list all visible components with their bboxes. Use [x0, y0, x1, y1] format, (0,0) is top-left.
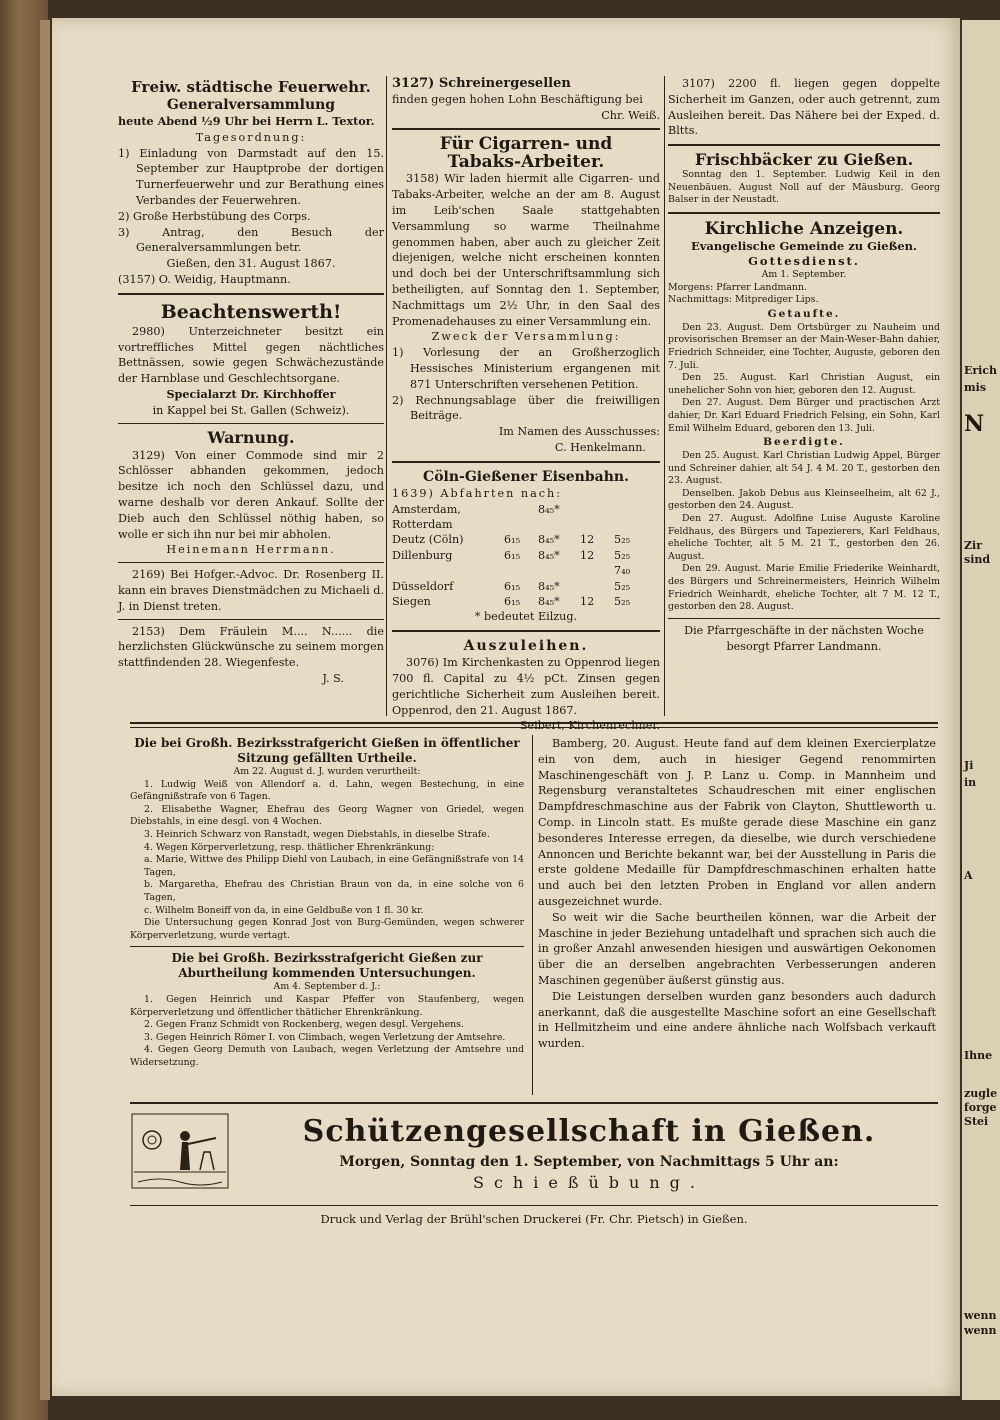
timetable-cell: 5₂₅ 7₄₀	[614, 548, 631, 578]
feuerwehr-signature: (3157) O. Weidig, Hauptmann.	[118, 272, 291, 286]
schuetzen-title: Schützengesellschaft in Gießen.	[302, 1114, 876, 1149]
column-left	[118, 78, 384, 687]
cigarren-zweck: Zweck der Versammlung:	[431, 330, 621, 344]
kirche-sub: Gottesdienst.	[748, 253, 860, 268]
rule	[118, 562, 384, 563]
warnung-text: 3129) Von einer Commode sind mir 2 Schlösser abhanden gekommen, jedoch besitze ich noch den Schlüssel dazu, und warne deshalb vor deren Ankauf. Sollte der Dieb auch den Schlüssel nöthig haben, so wolle er sich ihn nur bei mir abholen.	[118, 448, 384, 541]
cigarren-sig: C. Henkelmann.	[554, 440, 646, 454]
edge-fragment: Erich	[964, 364, 998, 377]
timetable-cell	[580, 502, 614, 533]
rule	[392, 461, 660, 463]
schuetzen-line: Morgen, Sonntag den 1. September, von Nachmittags 5 Uhr an:	[339, 1154, 839, 1170]
rule	[392, 128, 660, 130]
timetable-cell	[614, 502, 648, 533]
edge-fragment: Zir	[964, 539, 983, 552]
timetable-cell: Deutz (Cöln)	[392, 533, 464, 547]
agenda-item: 1) Einladung von Darmstadt auf den 15. September zur Hauptprobe der dortigen Turnerfeuerwehr und zur Berathung eines Verbandes der Feuerwehren.	[118, 146, 384, 207]
kirche-morgens: Morgens: Pfarrer Landmann.	[668, 281, 807, 293]
edge-fragment: Stei	[964, 1115, 989, 1128]
getaufte-item: Den 23. August. Dem Ortsbürger zu Nauheim und provisorischen Bremser an der Main-Weser-Bahn dahier, Friedrich Schneider, eine Tochter, Auguste, geboren den 7. Juli.	[668, 321, 940, 371]
timetable-cell: Dillenburg	[392, 548, 453, 562]
edge-fragment: Ji	[964, 759, 974, 772]
beerdigte-item: Denselben. Jakob Debus aus Kleinseelheim, alt 62 J., gestorben den 24. August.	[668, 487, 940, 512]
imprint-footer: Druck und Verlag der Brühl'schen Druckerei (Fr. Chr. Pietsch) in Gießen.	[320, 1212, 748, 1226]
court-item: Die Untersuchung gegen Konrad Jost von Burg-Gemünden, wegen schwerer Körperverletzung, wurde vertagt.	[130, 917, 524, 941]
timetable-cell: Düsseldorf	[392, 579, 454, 593]
getaufte-item: Den 25. August. Karl Christian August, ein unehelicher Sohn von hier, geboren den 12. August.	[668, 372, 940, 396]
court-item: 2. Elisabethe Wagner, Ehefrau des Georg Wagner von Griedel, wegen Diebstahls, in eine desgl. von 4 Wochen.	[130, 803, 524, 828]
timetable-cell: 5₂₅	[614, 594, 631, 608]
eisenbahn-sub: 1639) Abfahrten nach:	[392, 486, 562, 500]
rule	[118, 423, 384, 424]
schuetzen-sub: Schießübung.	[473, 1173, 705, 1192]
fraeulein-sig: J. S.	[322, 671, 344, 685]
court-item-2: 1. Gegen Heinrich und Kaspar Pfeffer von Staufenberg, wegen Körperverletzung und öffentlicher thätlicher Ehrenkränkung.	[130, 993, 524, 1018]
rule	[668, 618, 940, 619]
kirche-sub: Evangelische Gemeinde zu Gießen.	[690, 238, 918, 253]
bamberg-paragraph: Bamberg, 20. August. Heute fand auf dem kleinen Exercierplatze ein von dem, auch in hiesiger Gegend renommirten Maschinengeschäft von J. P. Lanz u. Comp. in Mannheim und Regensburg veranstaltetes Schaudreschen mit einer englischen Dampfdreschmaschine aus der Fabrik von Clayton, Shuttleworth u. Comp. in Lincoln statt. Es mußte gerade diese Maschine ein ganz besonderes Interesse erregen, da dieselbe, wie durch verschiedene Annoncen und Berichte bekannt war, bei der Ausstellung in Paris die erste goldene Medaille für Dampfdreschmaschinen erhalten hatte und auch bei den letzten Proben in England vor allen andern ausgezeichnet wurde.	[538, 737, 936, 908]
beachtenswerth-sig: in Kappel bei St. Gallen (Schweiz).	[152, 403, 350, 417]
fraeulein-notice: 2153) Dem Fräulein M.... N...... die herzlichsten Glückwünsche zu seinem morgen stattfindenden 28. Wiegenfeste.	[118, 624, 384, 670]
court-item: 3. Heinrich Schwarz von Ranstadt, wegen Diebstahls, in dieselbe Strafe.	[144, 828, 490, 840]
frisch-title: Frischbäcker zu Gießen.	[694, 150, 914, 170]
section-rule	[130, 1102, 938, 1104]
cigarren-item: 1) Vorlesung der an Großherzoglich Hessisches Ministerium ergangenen mit 871 Unterschriften versehenen Petition.	[392, 346, 660, 391]
rule	[392, 630, 660, 632]
court-item: 1. Ludwig Weiß von Allendorf a. d. Lahn, wegen Bestechung, in eine Gefängnißstrafe von 6 Tagen.	[130, 778, 524, 803]
auszuleihen-sig: Seibert, Kirchenrechner.	[519, 719, 660, 733]
court-item: 4. Wegen Körperverletzung, resp. thätlicher Ehrenkränkung:	[144, 841, 435, 853]
eisenbahn-title: Cöln-Gießener Eisenbahn.	[423, 468, 629, 485]
kirche-date: Am 1. September.	[761, 268, 847, 280]
rule	[668, 144, 940, 146]
edge-fragment: A	[964, 869, 973, 882]
eisenbahn-note: * bedeutet Eilzug.	[474, 610, 578, 624]
timetable-cell: Amsterdam, Rotterdam	[392, 502, 461, 531]
column-middle	[392, 76, 660, 734]
kirche-note: Die Pfarrgeschäfte in der nächsten Woche besorgt Pfarrer Landmann.	[684, 623, 924, 653]
edge-fragment: forge	[964, 1101, 997, 1114]
rule	[118, 619, 384, 620]
schreiner-sig: Chr. Weiß.	[601, 108, 660, 122]
auszuleihen-title: Auszuleihen.	[463, 638, 589, 655]
timetable-cell: 8₄₅*	[538, 548, 560, 562]
timetable-cell: 12	[580, 548, 595, 562]
geld-notice: 3107) 2200 fl. liegen gegen doppelte Sicherheit im Ganzen, oder auch getrennt, zum Ausleihen bereit. Das Nähere bei der Exped. d. Bltts.	[668, 77, 940, 138]
timetable-cell	[580, 579, 614, 594]
getaufte-heading: Getaufte.	[767, 307, 841, 320]
cigarren-title: Tabaks-Arbeiter.	[447, 152, 605, 173]
timetable-cell: 8₄₅*	[538, 502, 560, 516]
next-page-edge	[962, 20, 1000, 1400]
section-rule	[130, 1205, 938, 1206]
timetable-cell: 6₁₅	[504, 548, 521, 562]
feuerwehr-title: Freiw. städtische Feuerwehr.	[131, 78, 371, 96]
agenda-item: 2) Große Herbstübung des Corps.	[118, 209, 311, 223]
timetable-cell	[504, 502, 538, 533]
timetable-cell: 6₁₅	[504, 579, 521, 593]
bamberg-paragraph: Die Leistungen derselben wurden ganz besonders auch dadurch anerkannt, daß die ausgestellte Maschine sofort an eine Gesellschaft in Hellmitzheim und eine andere ähnliche nach Wolfsbach verkauft wurden.	[538, 989, 936, 1051]
timetable-cell: 12	[580, 594, 595, 608]
court-item: a. Marie, Wittwe des Philipp Diehl von Laubach, in eine Gefängnißstrafe von 14 Tagen,	[144, 854, 524, 878]
kirche-title: Kirchliche Anzeigen.	[704, 218, 904, 239]
edge-fragment: mis	[964, 381, 987, 394]
auszuleihen-text: 3076) Im Kirchenkasten zu Oppenrod liegen 700 fl. Capital zu 4½ pCt. Zinsen gegen gerichtliche Sicherheit zum Ausleihen bereit. Oppenrod, den 21. August 1867.	[392, 656, 660, 717]
court-date: Am 22. August d. J. wurden verurtheilt:	[233, 766, 421, 777]
timetable	[392, 502, 660, 610]
beerdigte-item: Den 29. August. Marie Emilie Friederike Weinhardt, des Bürgers und Schreinermeisters, Heinrich Wilhelm Friedrich Weinhardt, eheliche Tochter, alt 7 M. 12 T., gestorben den 28. August.	[668, 563, 940, 613]
rule	[668, 212, 940, 214]
cigarren-title: Für Cigarren- und	[439, 134, 613, 155]
edge-fragment: in	[964, 776, 977, 789]
court-item: b. Margaretha, Ehefrau des Christian Braun von da, in eine solche von 6 Tagen,	[144, 879, 524, 903]
court-item: c. Wilhelm Boneiff von da, in eine Geldbuße von 1 fl. 30 kr.	[144, 904, 424, 916]
beerdigte-item: Den 25. August. Karl Christian Ludwig Appel, Bürger und Schreiner dahier, alt 54 J. 4 M. 20 T., gestorben den 23. August.	[668, 450, 940, 487]
rosenberg-notice: 2169) Bei Hofger.-Advoc. Dr. Rosenberg II. kann ein braves Dienstmädchen zu Michaeli d. J. in Dienst treten.	[118, 568, 384, 613]
timetable-cell: 5₂₅	[614, 533, 631, 547]
timetable-cell: Siegen	[392, 594, 431, 608]
cigarren-text: 3158) Wir laden hiermit alle Cigarren- und Tabaks-Arbeiter, welche an der am 8. August im Leib'schen Saale stattgehabten Versammlung so warme Theilnahme genommen haben, aber auch zu gleicher Zeit diejenigen, welche nicht erscheinen konnten und doch bei der Unterschriftsammlung sich betheiligten, auf Sonntag den 1. September, Nachmittags um 2½ Uhr, in den Saal des Promenadehauses zu einer Versammlung ein.	[392, 172, 660, 328]
kirche-nachm: Nachmittags: Mitprediger Lips.	[668, 294, 819, 306]
beachtenswerth-text: 2980) Unterzeichneter besitzt ein vortreffliches Mittel gegen nächtliches Bettnässen, sowie gegen Schwächezustände der Harnblase und Geschlechtsorgane.	[118, 324, 384, 386]
timetable-cell: 6₁₅	[504, 594, 521, 608]
timetable-cell: 12	[580, 533, 595, 547]
feuerwehr-subtitle: Generalversammlung	[166, 97, 336, 113]
court-section	[130, 736, 524, 1069]
court-title-2: Die bei Großh. Bezirksstrafgericht Gießen zur Aburtheilung kommenden Untersuchungen.	[171, 951, 483, 981]
rule	[118, 293, 384, 295]
agenda-item: 3) Antrag, den Besuch der Generalversammlungen betr.	[118, 225, 384, 255]
court-date-2: Am 4. September d. J.:	[273, 981, 381, 993]
warnung-title: Warnung.	[207, 427, 295, 447]
edge-fragment: wenn	[964, 1309, 997, 1322]
feuerwehr-date: Gießen, den 31. August 1867.	[166, 257, 336, 271]
edge-fragment: wenn	[964, 1324, 997, 1337]
court-item-2: 2. Gegen Franz Schmidt von Rockenberg, wegen desgl. Vergehens.	[144, 1019, 464, 1031]
timetable-cell: 8₄₅*	[538, 579, 560, 593]
timetable-cell: 8₄₅*	[538, 533, 560, 547]
edge-fragment: zugle	[964, 1087, 998, 1100]
schreiner-text: finden gegen hohen Lohn Beschäftigung bei	[392, 92, 643, 106]
beerdigte-item: Den 27. August. Adolfine Luise Auguste Karoline Feldhaus, des Bürgers und Tapezierers, Karl Feldhaus, eheliche Tochter, alt 5 M. 21 T., gestorben den 26. August.	[668, 513, 940, 562]
frisch-text: Sonntag den 1. September. Ludwig Keil in den Neuenbäuen. August Noll auf der Mäusburg. Georg Balser in der Neustadt.	[668, 169, 940, 206]
bamberg-article	[538, 736, 936, 1052]
cigarren-sig: Im Namen des Ausschusses:	[498, 425, 660, 439]
court-item-2: 4. Gegen Georg Demuth von Laubach, wegen Verletzung der Amtsehre und Widersetzung.	[130, 1044, 524, 1068]
warnung-sig: Heinemann Herrmann.	[166, 543, 336, 557]
timetable-cell: 5₂₅	[614, 579, 631, 593]
book-spine	[40, 20, 50, 1400]
column-rule	[664, 76, 665, 716]
agenda-title: Tagesordnung:	[195, 130, 307, 144]
edge-fragment: N	[964, 411, 985, 437]
column-right	[668, 76, 940, 654]
beachtenswerth-title: Beachtenswerth!	[160, 300, 342, 323]
court-item-2: 3. Gegen Heinrich Römer I. von Climbach, wegen Verletzung der Amtsehre.	[144, 1031, 506, 1043]
feuerwehr-line: heute Abend ½9 Uhr bei Herrn L. Textor.	[118, 114, 375, 128]
bamberg-paragraph: So weit wir die Sache beurtheilen können, war die Arbeit der Maschine in jeder Beziehung untadelhaft und sprachen sich auch die in großer Anzahl anwesenden hiesigen und auswärtigen Oekonomen über die an derselben angebrachten Verbesserungen anderen Maschinen gegenüber äußerst günstig aus.	[538, 910, 936, 987]
column-rule	[386, 76, 387, 716]
edge-fragment: Ihne	[964, 1049, 993, 1062]
column-rule	[532, 735, 533, 1095]
timetable-cell: 8₄₅*	[538, 594, 560, 608]
rule	[130, 946, 524, 947]
cigarren-item: 2) Rechnungsablage über die freiwilligen Beiträge.	[392, 393, 660, 423]
beachtenswerth-sig: Specialarzt Dr. Kirchhoffer	[166, 386, 336, 401]
timetable-cell: 6₁₅	[504, 533, 521, 547]
court-title: Die bei Großh. Bezirksstrafgericht Gießen in öffentlicher Sitzung gefällten Urtheile.	[134, 736, 520, 765]
edge-fragment: sind	[964, 553, 991, 566]
schuetzen-ad	[130, 1112, 938, 1194]
beerdigte-heading: Beerdigte.	[763, 436, 845, 449]
getaufte-item: Den 27. August. Dem Bürger und practischen Arzt dahier, Dr. Karl Eduard Friedrich Felsing, ein Sohn, Karl Emil Wilhelm Eduard, geboren den 13. Juli.	[668, 397, 940, 434]
schreiner-title: 3127) Schreinergesellen	[392, 76, 571, 91]
